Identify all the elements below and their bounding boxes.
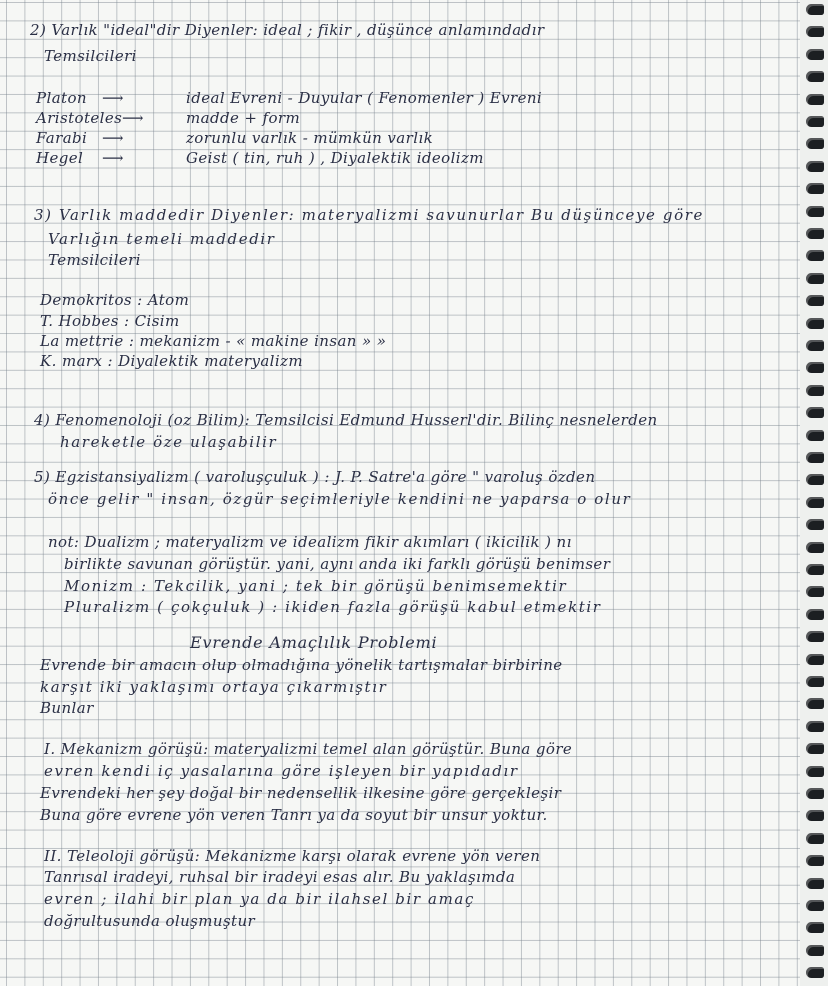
binding-ring: [806, 788, 824, 799]
arrow-icon: ⟶: [102, 149, 124, 167]
s3-item: Demokritos : Atom: [40, 291, 190, 309]
s2-row-desc: zorunlu varlık - mümkün varlık: [186, 129, 434, 147]
amaclilik-line3: Bunlar: [40, 699, 94, 717]
s2-row-desc: ideal Evreni - Duyular ( Fenomenler ) Evreni: [186, 89, 543, 107]
binding-ring: [806, 94, 824, 105]
binding-ring: [806, 542, 824, 553]
binding-ring: [806, 26, 824, 37]
binding-ring: [806, 654, 824, 665]
binding-ring: [806, 183, 824, 194]
binding-ring: [806, 855, 824, 866]
not-line1: not: Dualizm ; materyalizm ve idealizm fikir akımları ( ikicilik ) nı: [48, 533, 572, 551]
s3-line2: Varlığın temeli maddedir: [48, 230, 276, 248]
teleoloji-line3: evren ; ilahi bir plan ya da bir ilahsel bir amaç: [44, 890, 475, 908]
binding-ring: [806, 497, 824, 508]
mekanizm-line4: Buna göre evrene yön veren Tanrı ya da soyut bir unsur yoktur.: [40, 806, 548, 824]
teleoloji-line1: II. Teleoloji görüşü: Mekanizme karşı olarak evrene yön veren: [44, 847, 541, 865]
not-line3: Monizm : Tekcilik, yani ; tek bir görüşü benimsemektir: [64, 577, 568, 595]
binding-ring: [806, 407, 824, 418]
s3-item: K. marx : Diyalektik materyalizm: [40, 352, 303, 370]
s2-temsilciler: Temsilcileri: [44, 47, 137, 65]
arrow-icon: ⟶: [102, 89, 124, 107]
binding-ring: [806, 878, 824, 889]
s3-temsilciler: Temsilcileri: [48, 251, 141, 269]
binding-ring: [806, 340, 824, 351]
teleoloji-line4: doğrultusunda oluşmuştur: [44, 912, 256, 930]
binding-ring: [806, 900, 824, 911]
binding-ring: [806, 452, 824, 463]
not-line4: Pluralizm ( çokçuluk ) : ikiden fazla görüşü kabul etmektir: [64, 598, 602, 616]
binding-ring: [806, 922, 824, 933]
s2-heading: 2) Varlık "ideal"dir Diyenler: ideal ; fikir , düşünce anlamındadır: [30, 21, 545, 39]
binding-ring: [806, 474, 824, 485]
s4-line1: 4) Fenomenoloji (oz Bilim): Temsilcisi Edmund Husserl'dir. Bilinç nesnelerden: [34, 411, 658, 429]
teleoloji-line2: Tanrısal iradeyi, ruhsal bir iradeyi esas alır. Bu yaklaşımda: [44, 868, 516, 886]
binding-ring: [806, 228, 824, 239]
binding-ring: [806, 945, 824, 956]
binding-ring: [806, 676, 824, 687]
s2-row-desc: Geist ( tin, ruh ) , Diyalektik ideolizm: [186, 149, 484, 167]
s2-row-name: Platon: [36, 89, 87, 107]
binding-ring: [806, 362, 824, 373]
binding-ring: [806, 698, 824, 709]
binding-ring: [806, 810, 824, 821]
binding-ring: [806, 631, 824, 642]
s3-item: La mettrie : mekanizm - « makine insan » »: [40, 332, 387, 350]
binding-ring: [806, 833, 824, 844]
binding-ring: [806, 743, 824, 754]
spiral-binding: [800, 0, 828, 986]
binding-ring: [806, 519, 824, 530]
s2-row-name: Farabi: [36, 129, 88, 147]
mekanizm-line3: Evrendeki her şey doğal bir nedensellik ilkesine göre gerçekleşir: [40, 784, 562, 802]
s2-row-name: Hegel: [36, 149, 84, 167]
binding-ring: [806, 116, 824, 127]
binding-ring: [806, 318, 824, 329]
s2-row-name: Aristoteles: [36, 109, 123, 127]
binding-ring: [806, 586, 824, 597]
not-line2: birlikte savunan görüştür. yani, aynı anda iki farklı görüşü benimser: [64, 555, 611, 573]
binding-ring: [806, 721, 824, 732]
arrow-icon: ⟶: [122, 109, 144, 127]
binding-ring: [806, 138, 824, 149]
binding-ring: [806, 161, 824, 172]
binding-ring: [806, 295, 824, 306]
binding-ring: [806, 49, 824, 60]
binding-ring: [806, 766, 824, 777]
s3-item: T. Hobbes : Cisim: [40, 312, 180, 330]
amaclilik-title: Evrende Amaçlılık Problemi: [190, 633, 438, 652]
mekanizm-line1: I. Mekanizm görüşü: materyalizmi temel alan görüştür. Buna göre: [44, 740, 573, 758]
binding-ring: [806, 564, 824, 575]
binding-ring: [806, 430, 824, 441]
amaclilik-line2: karşıt iki yaklaşımı ortaya çıkarmıştır: [40, 678, 388, 696]
binding-ring: [806, 273, 824, 284]
binding-ring: [806, 609, 824, 620]
binding-ring: [806, 250, 824, 261]
amaclilik-line1: Evrende bir amacın olup olmadığına yönelik tartışmalar birbirine: [40, 656, 563, 674]
arrow-icon: ⟶: [102, 129, 124, 147]
mekanizm-line2: evren kendi iç yasalarına göre işleyen bir yapıdadır: [44, 762, 519, 780]
binding-ring: [806, 385, 824, 396]
s4-line2: hareketle öze ulaşabilir: [60, 433, 278, 451]
binding-ring: [806, 71, 824, 82]
s2-row-desc: madde + form: [186, 109, 301, 127]
s3-line1: 3) Varlık maddedir Diyenler: materyalizmi savunurlar Bu düşünceye göre: [34, 206, 704, 224]
s5-line1: 5) Egzistansiyalizm ( varoluşçuluk ) : J. P. Satre'a göre " varoluş özden: [34, 468, 596, 486]
binding-ring: [806, 967, 824, 978]
binding-ring: [806, 206, 824, 217]
s5-line2: önce gelir " insan, özgür seçimleriyle kendini ne yaparsa o olur: [48, 490, 632, 508]
binding-ring: [806, 4, 824, 15]
